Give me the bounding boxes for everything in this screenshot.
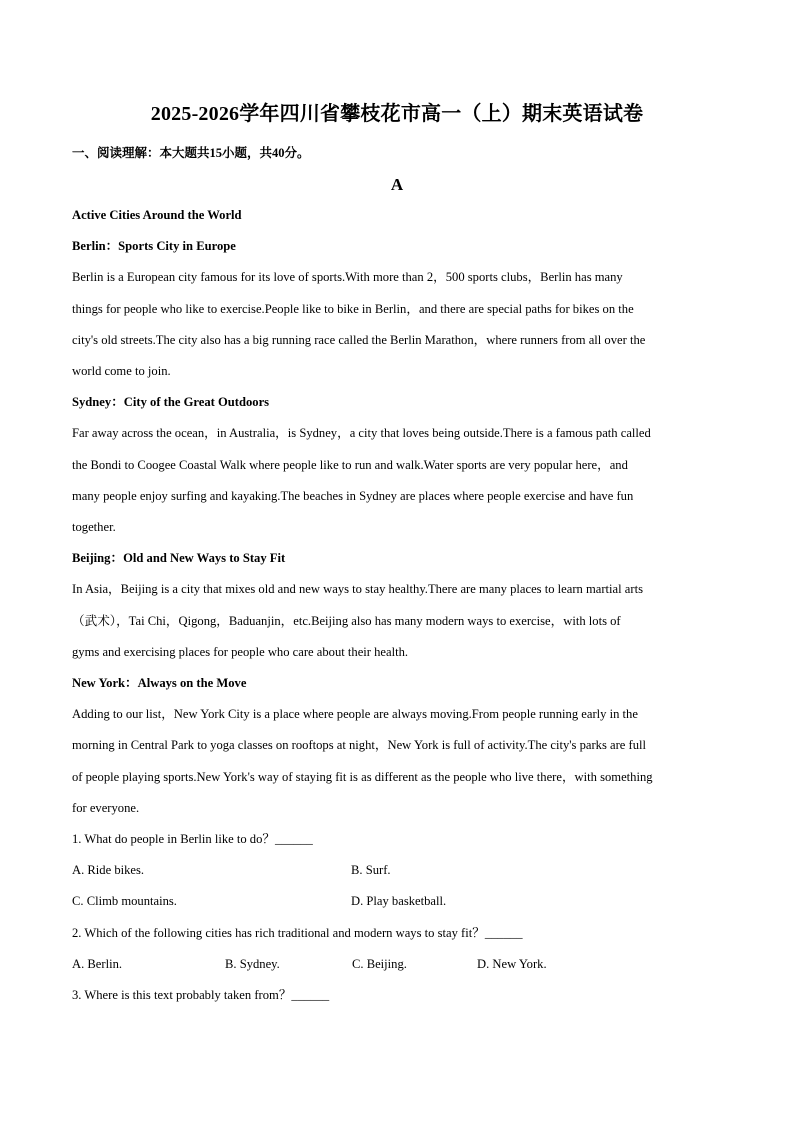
option-d[interactable]: D. New York. (477, 956, 547, 971)
paragraph-line: Far away across the ocean，in Australia，is Sydney，a city that loves being outside.There is a famous path called (72, 426, 651, 441)
paragraph-line: together. (72, 520, 116, 535)
paragraph-beijing (72, 574, 722, 668)
section-heading-berlin: Berlin：Sports City in Europe (72, 239, 236, 254)
passage-section-berlin (72, 231, 722, 387)
exam-page (72, 98, 722, 1011)
option-a[interactable]: A. Berlin. (72, 956, 123, 971)
paragraph-line: of people playing sports.New York's way of staying fit is as different as the people who live there，with something (72, 769, 653, 784)
paragraph-line: city's old streets.The city also has a big running race called the Berlin Marathon，where runners from all over the (72, 332, 646, 347)
paragraph-line: morning in Central Park to yoga classes on rooftops at night，New York is full of activity.The city's parks are full (72, 738, 647, 753)
paragraph-line: Adding to our list，New York City is a place where people are always moving.From people running early in the (72, 707, 638, 722)
paragraph-line: many people enjoy surfing and kayaking.The beaches in Sydney are places where people exercise and have fun (72, 488, 634, 503)
paragraph-new-york (72, 699, 722, 824)
paragraph-line: （武术），Tai Chi，Qigong，Baduanjin，etc.Beijing also has many modern ways to exercise，with lots of (72, 613, 621, 628)
question-options-row (72, 949, 722, 980)
question-options-row (72, 886, 722, 917)
option-c[interactable]: C. Climb mountains. (72, 894, 177, 909)
paragraph-line: Berlin is a European city famous for its love of sports.With more than 2，500 sports clubs，Berlin has many (72, 270, 623, 285)
question-3 (72, 980, 722, 1011)
option-b[interactable]: B. Sydney. (225, 956, 280, 971)
option-d[interactable]: D. Play basketball. (351, 894, 447, 909)
question-1 (72, 824, 722, 918)
section-heading-sydney: Sydney：City of the Great Outdoors (72, 395, 270, 410)
section-heading-new-york: New York：Always on the Move (72, 676, 247, 691)
question-stem: 2. Which of the following cities has rich traditional and modern ways to stay fit？______ (72, 925, 523, 940)
paragraph-line: things for people who like to exercise.People like to bike in Berlin，and there are special paths for bikes on the (72, 301, 634, 316)
option-c[interactable]: C. Beijing. (352, 956, 407, 971)
question-2 (72, 918, 722, 980)
exam-title: 2025-2026学年四川省攀枝花市高一（上）期末英语试卷 (150, 103, 644, 125)
paragraph-line: the Bondi to Coogee Coastal Walk where people like to run and walk.Water sports are very popular here，and (72, 457, 628, 472)
paragraph-line: In Asia，Beijing is a city that mixes old and new ways to stay healthy.There are many places to learn martial arts (72, 582, 643, 597)
paragraph-line: for everyone. (72, 800, 140, 815)
passage-section-beijing (72, 543, 722, 668)
option-a[interactable]: A. Ride bikes. (72, 863, 145, 878)
paragraph-sydney (72, 418, 722, 543)
section-heading: 一、阅读理解：本大题共15小题，共40分。 (72, 146, 310, 160)
part-letter: A (390, 175, 404, 194)
passage-section-new-york (72, 668, 722, 824)
question-stem: 3. Where is this text probably taken from？______ (72, 988, 330, 1003)
paragraph-line: world come to join. (72, 364, 171, 379)
passage-title: Active Cities Around the World (72, 208, 242, 222)
question-stem: 1. What do people in Berlin like to do？______ (72, 832, 313, 847)
section-heading-beijing: Beijing：Old and New Ways to Stay Fit (72, 551, 286, 566)
passage-section-sydney (72, 387, 722, 543)
option-b[interactable]: B. Surf. (351, 863, 391, 878)
question-options-row (72, 855, 722, 886)
paragraph-berlin (72, 262, 722, 387)
paragraph-line: gyms and exercising places for people who care about their health. (72, 644, 409, 659)
